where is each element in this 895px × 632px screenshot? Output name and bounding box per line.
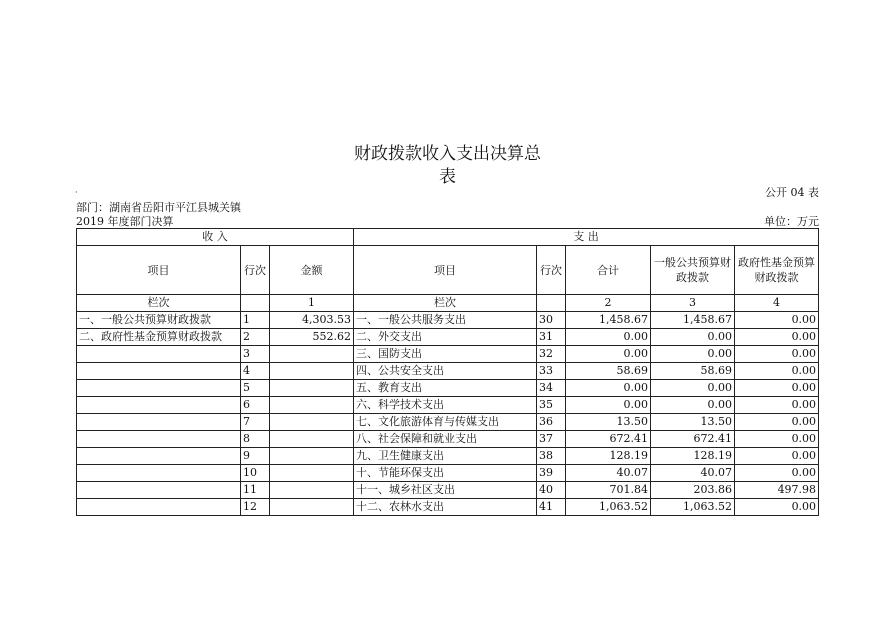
income-amount-cell: [270, 414, 354, 431]
general-budget-cell: 0.00: [651, 346, 735, 363]
expense-col-index-4: 4: [735, 295, 819, 312]
year-label: 2019 年度部门决算: [76, 215, 174, 228]
expense-col-label: 栏次: [354, 295, 537, 312]
expense-total-cell: 1,458.67: [566, 312, 651, 329]
form-number: 公开 04 表: [765, 186, 819, 199]
income-row-no-cell: 3: [241, 346, 270, 363]
expense-row-no-cell: 40: [537, 482, 566, 499]
expense-item-cell: 六、科学技术支出: [354, 397, 537, 414]
stray-mark: ·: [75, 188, 78, 197]
fund-budget-cell: 0.00: [735, 465, 819, 482]
income-item-cell: [77, 363, 241, 380]
expense-item-cell: 十二、农林水支出: [354, 499, 537, 516]
expense-total-cell: 40.07: [566, 465, 651, 482]
income-row-no-cell: 12: [241, 499, 270, 516]
expense-row-no-cell: 35: [537, 397, 566, 414]
fund-budget-cell: 0.00: [735, 448, 819, 465]
expense-row-no-cell: 30: [537, 312, 566, 329]
income-amount-cell: 4,303.53: [270, 312, 354, 329]
column-header-row: [77, 246, 819, 295]
fund-budget-cell: 497.98: [735, 482, 819, 499]
department-label: 部门：湖南省岳阳市平江县城关镇: [76, 201, 241, 214]
income-item-cell: [77, 380, 241, 397]
income-item-cell: [77, 448, 241, 465]
income-col-label: 栏次: [77, 295, 241, 312]
expense-row-no-header: 行次: [537, 246, 566, 295]
income-amount-cell: [270, 499, 354, 516]
income-row-no-header: 行次: [241, 246, 270, 295]
expense-row-no-cell: 32: [537, 346, 566, 363]
general-budget-cell: 203.86: [651, 482, 735, 499]
expense-row-no-cell: 41: [537, 499, 566, 516]
expense-item-cell: 四、公共安全支出: [354, 363, 537, 380]
income-row-no-cell: 4: [241, 363, 270, 380]
expense-header: 支 出: [354, 229, 819, 246]
expense-total-cell: 672.41: [566, 431, 651, 448]
fund-budget-header: 政府性基金预算财政拨款: [735, 246, 819, 295]
expense-total-cell: 128.19: [566, 448, 651, 465]
expense-row-no-cell: 37: [537, 431, 566, 448]
table-row: [77, 397, 819, 414]
expense-item-cell: 五、教育支出: [354, 380, 537, 397]
general-budget-cell: 1,458.67: [651, 312, 735, 329]
table-row: [77, 329, 819, 346]
expense-item-cell: 七、文化旅游体育与传媒支出: [354, 414, 537, 431]
income-item-cell: [77, 397, 241, 414]
expense-item-cell: 十、节能环保支出: [354, 465, 537, 482]
table-row: [77, 380, 819, 397]
income-item-header: 项目: [77, 246, 241, 295]
table-row: [77, 363, 819, 380]
expense-total-cell: 0.00: [566, 329, 651, 346]
income-amount-cell: 552.62: [270, 329, 354, 346]
fund-budget-cell: 0.00: [735, 312, 819, 329]
table-row: [77, 414, 819, 431]
expense-item-cell: 一、一般公共服务支出: [354, 312, 537, 329]
income-amount-cell: [270, 482, 354, 499]
income-amount-cell: [270, 431, 354, 448]
expense-total-cell: 58.69: [566, 363, 651, 380]
income-item-cell: 二、政府性基金预算财政拨款: [77, 329, 241, 346]
expense-row-no-cell: 33: [537, 363, 566, 380]
expense-row-no-cell: 31: [537, 329, 566, 346]
table-row: [77, 465, 819, 482]
unit-label: 单位：万元: [764, 215, 819, 228]
income-header: 收 入: [77, 229, 354, 246]
expense-row-no-cell: 34: [537, 380, 566, 397]
general-budget-cell: 0.00: [651, 329, 735, 346]
income-item-cell: [77, 431, 241, 448]
fund-budget-cell: 0.00: [735, 363, 819, 380]
income-row-no-cell: 10: [241, 465, 270, 482]
expense-total-cell: 0.00: [566, 346, 651, 363]
income-amount-cell: [270, 380, 354, 397]
general-budget-cell: 13.50: [651, 414, 735, 431]
general-budget-cell: 1,063.52: [651, 499, 735, 516]
table-row: [77, 499, 819, 516]
fund-budget-cell: 0.00: [735, 380, 819, 397]
income-amount-cell: [270, 346, 354, 363]
income-item-cell: [77, 346, 241, 363]
budget-table: [76, 228, 819, 516]
expense-item-cell: 三、国防支出: [354, 346, 537, 363]
expense-col-index-2: 2: [566, 295, 651, 312]
income-row-no-cell: 5: [241, 380, 270, 397]
general-budget-cell: 0.00: [651, 397, 735, 414]
income-amount-cell: [270, 363, 354, 380]
fund-budget-cell: 0.00: [735, 397, 819, 414]
income-amount-cell: [270, 465, 354, 482]
table-row: [77, 431, 819, 448]
general-budget-cell: 672.41: [651, 431, 735, 448]
table-title: 财政拨款收入支出决算总: [354, 144, 541, 164]
expense-total-cell: 13.50: [566, 414, 651, 431]
section-header-row: [77, 229, 819, 246]
general-budget-header: 一般公共预算财政拨款: [651, 246, 735, 295]
expense-item-cell: 九、卫生健康支出: [354, 448, 537, 465]
table-row: [77, 312, 819, 329]
expense-row-no-cell: 39: [537, 465, 566, 482]
income-amount-cell: [270, 448, 354, 465]
expense-item-cell: 十一、城乡社区支出: [354, 482, 537, 499]
income-row-no-cell: 11: [241, 482, 270, 499]
income-item-cell: [77, 499, 241, 516]
income-item-cell: 一、一般公共预算财政拨款: [77, 312, 241, 329]
income-amount-header: 金额: [270, 246, 354, 295]
fund-budget-cell: 0.00: [735, 346, 819, 363]
expense-item-cell: 八、社会保障和就业支出: [354, 431, 537, 448]
income-row-no-cell: 6: [241, 397, 270, 414]
table-row: [77, 346, 819, 363]
expense-col-index-3: 3: [651, 295, 735, 312]
income-row-no-cell: 7: [241, 414, 270, 431]
fund-budget-cell: 0.00: [735, 499, 819, 516]
general-budget-cell: 0.00: [651, 380, 735, 397]
fund-budget-cell: 0.00: [735, 414, 819, 431]
expense-row-no-cell: 36: [537, 414, 566, 431]
table-row: [77, 482, 819, 499]
expense-total-cell: 1,063.52: [566, 499, 651, 516]
general-budget-cell: 128.19: [651, 448, 735, 465]
income-row-no-cell: 9: [241, 448, 270, 465]
expense-total-cell: 0.00: [566, 397, 651, 414]
fund-budget-cell: 0.00: [735, 329, 819, 346]
income-item-cell: [77, 482, 241, 499]
fund-budget-cell: 0.00: [735, 431, 819, 448]
income-col-index-blank: [241, 295, 270, 312]
expense-item-cell: 二、外交支出: [354, 329, 537, 346]
income-item-cell: [77, 414, 241, 431]
income-row-no-cell: 1: [241, 312, 270, 329]
expense-total-header: 合计: [566, 246, 651, 295]
general-budget-cell: 58.69: [651, 363, 735, 380]
income-amount-cell: [270, 397, 354, 414]
income-row-no-cell: 8: [241, 431, 270, 448]
income-col-index-1: 1: [270, 295, 354, 312]
table-row: [77, 448, 819, 465]
income-item-cell: [77, 465, 241, 482]
expense-item-header: 项目: [354, 246, 537, 295]
column-index-row: [77, 295, 819, 312]
expense-col-index-blank: [537, 295, 566, 312]
expense-row-no-cell: 38: [537, 448, 566, 465]
income-row-no-cell: 2: [241, 329, 270, 346]
expense-total-cell: 701.84: [566, 482, 651, 499]
general-budget-cell: 40.07: [651, 465, 735, 482]
expense-total-cell: 0.00: [566, 380, 651, 397]
table-title-continued: 表: [439, 167, 456, 187]
